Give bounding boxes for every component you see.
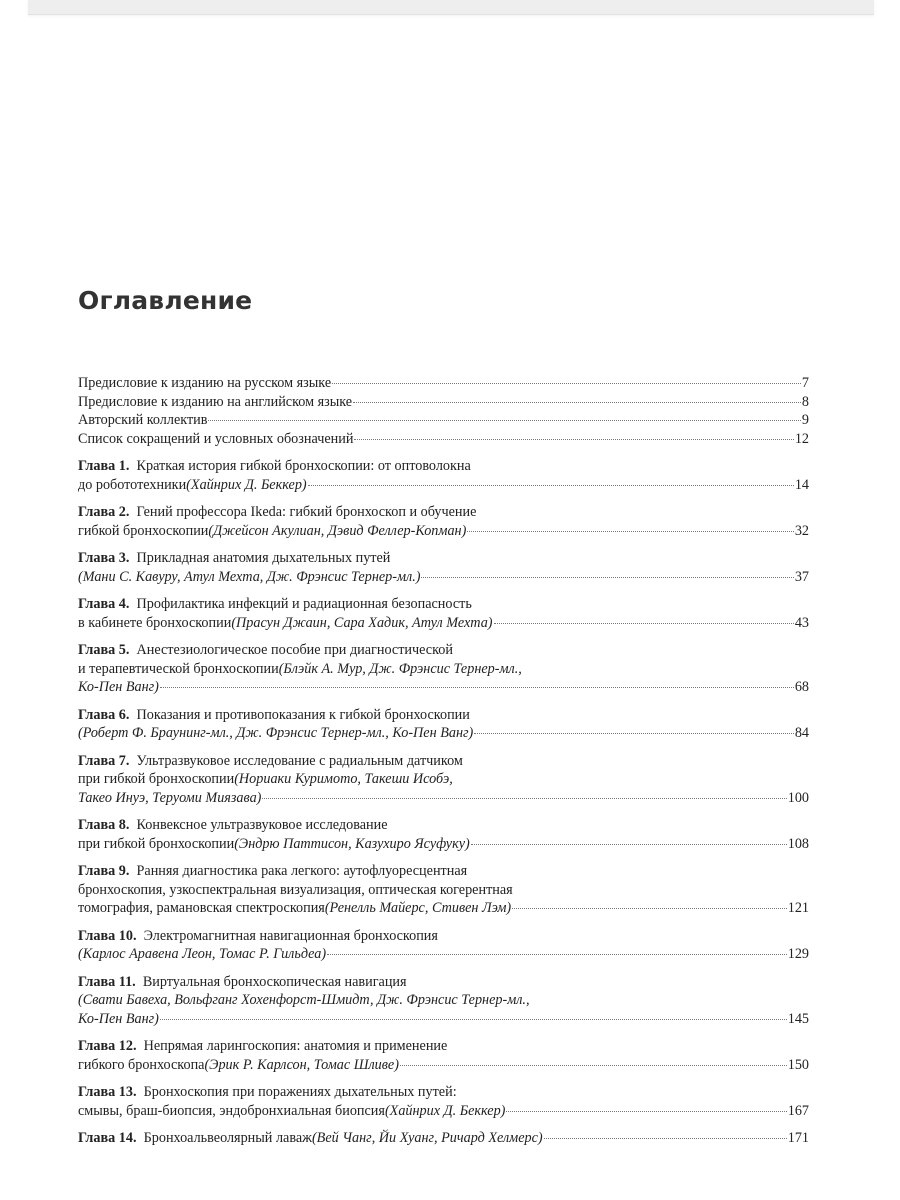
dot-leader: [160, 687, 794, 688]
page-number: 167: [787, 1102, 809, 1119]
entry-line: [78, 706, 809, 725]
page-number: 84: [794, 725, 809, 741]
entry-title: Анестезиологическое пособие при диагностической: [136, 642, 453, 658]
dot-leader: [544, 1138, 787, 1139]
page-number: 108: [787, 835, 809, 852]
page-number: 171: [787, 1130, 809, 1146]
page-number: 14: [794, 476, 809, 493]
entry-title: и терапевтической бронхоскопии: [78, 660, 279, 677]
dot-leader: [494, 623, 794, 624]
entry-title: Непрямая ларингоскопия: анатомия и применение: [143, 1038, 448, 1054]
entry-authors: (Роберт Ф. Браунинг-мл., Дж. Фрэнсис Тернер-мл., Ко-Пен Ванг): [78, 725, 474, 741]
chapter-label: Глава 11.: [78, 973, 136, 990]
toc-entry-chapter[interactable]: [78, 503, 809, 540]
entry-authors: (Эрик Р. Карлсон, Томас Шливе): [204, 1056, 399, 1073]
chapter-label: Глава 2.: [78, 504, 130, 520]
entry-line: [78, 641, 809, 660]
entry-title: смывы, браш-биопсия, эндобронхиальная биопсия: [78, 1102, 385, 1119]
entry-line: [78, 568, 809, 587]
entry-title: Показания и противопоказания к гибкой бронхоскопии: [136, 706, 470, 723]
entry-gap: [78, 807, 809, 816]
entry-line: [78, 862, 809, 881]
entry-line: [78, 595, 809, 614]
chapter-label: Глава 5.: [78, 642, 130, 658]
page-number: 121: [787, 900, 809, 916]
entry-line: [78, 678, 809, 697]
entry-line: [78, 549, 809, 568]
chapter-label: Глава 8.: [78, 817, 130, 833]
entry-line: [78, 503, 809, 522]
entry-line: [78, 1056, 809, 1075]
entry-line: [78, 770, 809, 789]
entry-authors: (Хайнрих Д. Беккер): [384, 1102, 506, 1119]
entry-title: Ранняя диагностика рака легкого: аутофлуоресцентная: [136, 863, 468, 879]
entry-line: [78, 522, 809, 541]
entry-line: [78, 1102, 809, 1121]
entry-authors: (Хайнрих Д. Беккер): [186, 476, 307, 493]
entry-line: [78, 660, 809, 679]
entry-gap: [78, 540, 809, 549]
page-number: 7: [801, 375, 809, 391]
page-number: 68: [794, 679, 809, 695]
entry-title: Краткая история гибкой бронхоскопии: от оптоволокна: [136, 458, 471, 474]
page-number: 32: [794, 522, 809, 539]
entry-title: до робототехники: [78, 476, 187, 493]
toc-entry-chapter[interactable]: [78, 927, 809, 964]
toc-entry-chapter[interactable]: [78, 595, 809, 632]
entry-line: [78, 614, 809, 633]
entry-line: [78, 927, 809, 946]
entry-line: [78, 881, 809, 900]
dot-leader: [474, 733, 794, 734]
toc-entry-chapter[interactable]: [78, 973, 809, 1029]
toc-entry-front[interactable]: [78, 411, 809, 430]
entry-authors: (Прасун Джаин, Сара Хадик, Атул Мехта): [231, 614, 493, 631]
page-number: 129: [787, 946, 809, 962]
entry-title: Бронхоскопия при поражениях дыхательных путей:: [143, 1084, 457, 1100]
chapter-label: Глава 6.: [78, 706, 130, 723]
dot-leader: [506, 1111, 786, 1112]
entry-authors: (Джейсон Акулиан, Дэвид Феллер-Копман): [208, 522, 467, 539]
toc-entry-chapter[interactable]: [78, 706, 809, 743]
toc-entry-chapter[interactable]: [78, 1083, 809, 1120]
toc-entry-chapter[interactable]: [78, 752, 809, 808]
entry-gap: [78, 964, 809, 973]
entry-line: [78, 899, 809, 918]
chapter-label: Глава 14.: [78, 1130, 137, 1146]
toc-entry-front[interactable]: [78, 374, 809, 393]
entry-gap: [78, 697, 809, 706]
chapter-label: Глава 12.: [78, 1038, 137, 1054]
entry-title: Бронхоальвеолярный лаваж: [143, 1130, 312, 1146]
entry-line: [78, 752, 809, 771]
toc-entry-chapter[interactable]: [78, 816, 809, 853]
entry-authors: Ко-Пен Ванг): [78, 679, 159, 695]
page-number: 100: [787, 789, 809, 806]
dot-leader: [160, 1019, 787, 1020]
entry-title: Предисловие к изданию на английском языке: [78, 393, 353, 410]
entry-title: в кабинете бронхоскопии: [78, 614, 232, 631]
entry-line: [78, 1083, 809, 1102]
entry-authors: (Карлос Аравена Леон, Томас Р. Гильдеа): [78, 946, 327, 962]
entry-authors: Ко-Пен Ванг): [78, 1010, 159, 1027]
entry-title: Авторский коллектив: [78, 412, 208, 428]
entry-title: Конвексное ультразвуковое исследование: [136, 817, 388, 833]
entry-gap: [78, 918, 809, 927]
browser-top-bar: [28, 0, 874, 15]
dot-leader: [471, 844, 787, 845]
entry-authors: (Свати Бавеха, Вольфганг Хохенфорст-Шмидт, Дж. Фрэнсис Тернер-мл.,: [78, 992, 530, 1008]
page-title: Оглавление: [78, 286, 253, 315]
dot-leader: [421, 577, 793, 578]
entry-gap: [78, 743, 809, 752]
entry-authors: (Нориаки Куримото, Такеши Исобэ,: [234, 771, 453, 787]
dot-leader: [308, 485, 794, 486]
toc-entry-front[interactable]: [78, 393, 809, 412]
toc-entry-chapter[interactable]: [78, 549, 809, 586]
dot-leader: [262, 798, 786, 799]
entry-title: Профилактика инфекций и радиационная безопасность: [136, 596, 472, 612]
entry-gap: [78, 1028, 809, 1037]
chapter-label: Глава 7.: [78, 752, 130, 769]
entry-title: Гений профессора Ikeda: гибкий бронхоскоп и обучение: [136, 504, 477, 520]
table-of-contents: [78, 374, 809, 1148]
chapter-label: Глава 10.: [78, 927, 137, 944]
entry-line: [78, 973, 809, 992]
entry-authors: (Блэйк А. Мур, Дж. Фрэнсис Тернер-мл.,: [278, 660, 522, 677]
page-number: 8: [801, 393, 809, 410]
chapter-label: Глава 3.: [78, 550, 130, 566]
entry-line: [78, 1129, 809, 1148]
entry-title: Предисловие к изданию на русском языке: [78, 375, 332, 391]
page-number: 150: [787, 1056, 809, 1073]
entry-gap: [78, 494, 809, 503]
entry-authors: (Вей Чанг, Йи Хуанг, Ричард Хелмерс): [311, 1130, 543, 1146]
page-number: 43: [794, 614, 809, 631]
entry-title: Ультразвуковое исследование с радиальным датчиком: [136, 752, 463, 769]
entry-line: [78, 789, 809, 808]
entry-title: Прикладная анатомия дыхательных путей: [136, 550, 391, 566]
toc-entry-chapter[interactable]: [78, 641, 809, 697]
dot-leader: [354, 439, 793, 440]
entry-title: Электромагнитная навигационная бронхоскопия: [143, 927, 438, 944]
dot-leader: [208, 420, 800, 421]
entry-gap: [78, 448, 809, 457]
toc-entry-chapter[interactable]: [78, 862, 809, 918]
entry-title: гибкого бронхоскопа: [78, 1056, 205, 1073]
entry-line: [78, 724, 809, 743]
page-number: 37: [794, 568, 809, 585]
dot-leader: [400, 1065, 787, 1066]
entry-authors: (Мани С. Кавуру, Атул Мехта, Дж. Фрэнсис Тернер-мл.): [78, 568, 421, 585]
entry-authors: Такео Инуэ, Теруоми Миязава): [78, 789, 262, 806]
dot-leader: [512, 908, 787, 909]
entry-line: [78, 457, 809, 476]
dot-leader: [353, 402, 801, 403]
page-number: 145: [787, 1010, 809, 1027]
toc-entry-chapter[interactable]: [78, 457, 809, 494]
entry-line: [78, 1037, 809, 1056]
toc-entry-chapter[interactable]: [78, 1129, 809, 1148]
entry-gap: [78, 1120, 809, 1129]
entry-line: [78, 945, 809, 964]
entry-line: [78, 476, 809, 495]
entry-line: [78, 835, 809, 854]
dot-leader: [332, 383, 801, 384]
chapter-label: Глава 13.: [78, 1084, 137, 1100]
entry-title: при гибкой бронхоскопии: [78, 835, 235, 852]
entry-gap: [78, 632, 809, 641]
entry-title: бронхоскопия, узкоспектральная визуализация, оптическая когерентная: [78, 881, 513, 898]
entry-gap: [78, 853, 809, 862]
entry-title: при гибкой бронхоскопии: [78, 771, 235, 787]
entry-gap: [78, 1074, 809, 1083]
dot-leader: [467, 531, 794, 532]
entry-title: Виртуальная бронхоскопическая навигация: [142, 973, 407, 990]
dot-leader: [327, 954, 787, 955]
entry-line: [78, 991, 809, 1010]
entry-authors: (Ренелль Майерс, Стивен Лэм): [324, 900, 512, 916]
entry-line: [78, 816, 809, 835]
entry-title: гибкой бронхоскопии: [78, 522, 209, 539]
entry-title: томография, рамановская спектроскопия: [78, 900, 325, 916]
entry-authors: (Эндрю Паттисон, Казухиро Ясуфуку): [234, 835, 470, 852]
entry-title: Список сокращений и условных обозначений: [78, 430, 354, 447]
chapter-label: Глава 9.: [78, 863, 130, 879]
page-number: 9: [801, 412, 809, 428]
toc-entry-chapter[interactable]: [78, 1037, 809, 1074]
chapter-label: Глава 4.: [78, 596, 130, 612]
page-number: 12: [794, 430, 809, 447]
entry-line: [78, 1010, 809, 1029]
entry-gap: [78, 586, 809, 595]
chapter-label: Глава 1.: [78, 458, 130, 474]
toc-entry-front[interactable]: [78, 430, 809, 449]
